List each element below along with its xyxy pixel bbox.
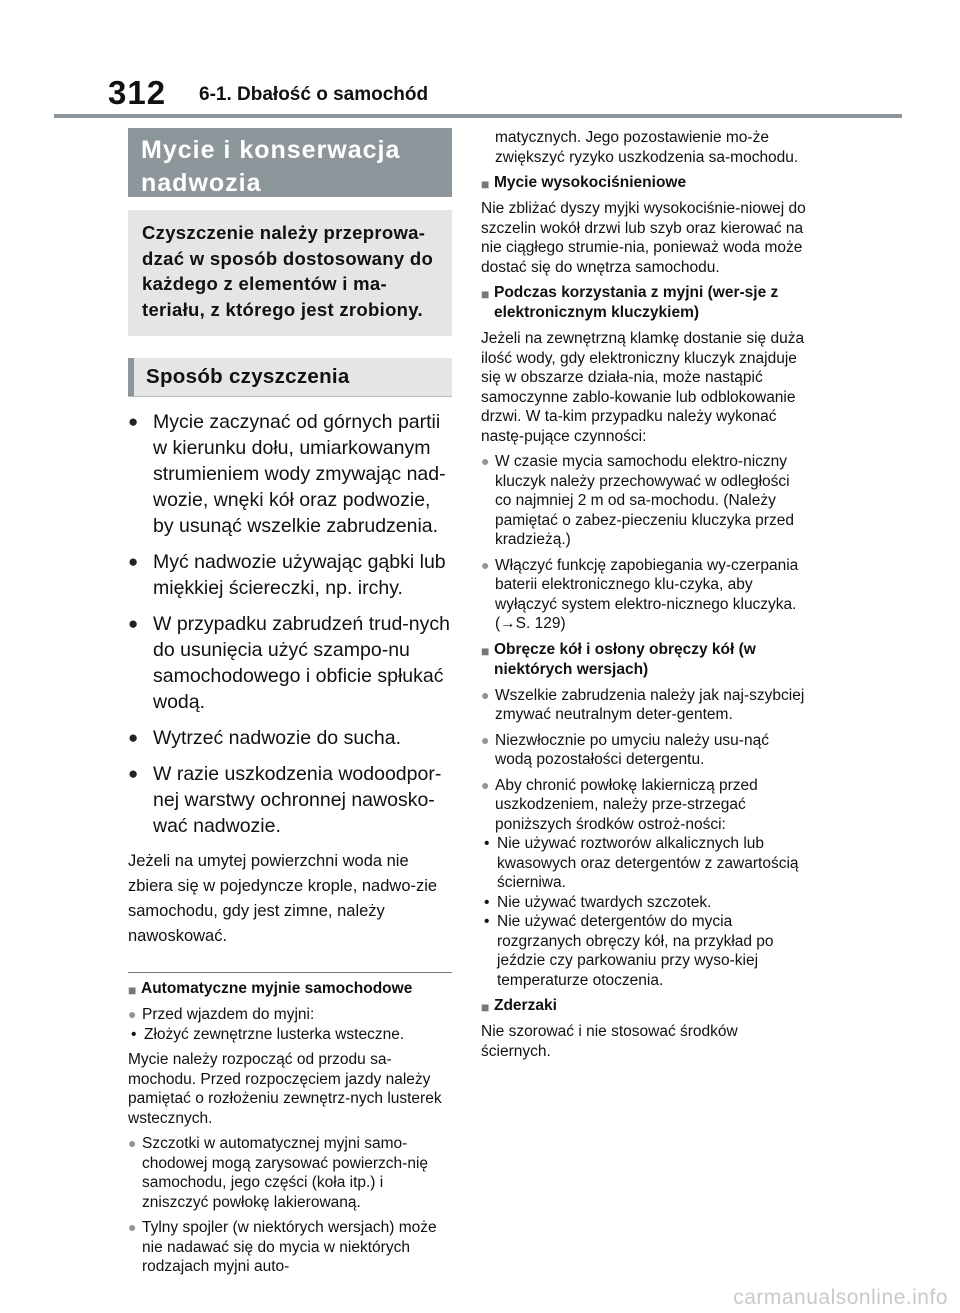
wheels-heading: ■ Obręcze kół i osłony obręczy kół (w niektórych wersjach) — [481, 640, 756, 678]
left-column — [128, 128, 452, 1277]
list-item: ● Aby chronić powłokę lakierniczą przed uszkodzeniem, należy prze-strzegać poniższych środków ostroż-ności: — [481, 776, 758, 833]
square-bullet-icon: ■ — [481, 642, 490, 659]
intro-box: Czyszczenie należy przeprowa-dzać w sposób dostosowany do każdego z elementów i ma-teriału, z którego jest zrobiony. — [128, 210, 452, 336]
square-bullet-icon: ■ — [481, 176, 490, 192]
dot-bullet-icon: • — [484, 893, 490, 911]
section-divider — [128, 972, 452, 973]
dot-bullet-icon: • — [131, 1025, 137, 1043]
circle-bullet-icon: ● — [481, 556, 490, 573]
auto-wash-heading: ■ Automatyczne myjnie samochodowe — [128, 980, 413, 998]
section-heading — [128, 358, 452, 397]
paragraph: matycznych. Jego pozostawienie mo-że zwiększyć ryzyko uszkodzenia sa-mochodu. — [495, 129, 799, 166]
header-divider — [54, 114, 902, 118]
circle-bullet-icon: ● — [481, 453, 490, 469]
wax-note: Jeżeli na umytej powierzchni woda nie zbiera się w pojedyncze krople, nadwo-zie samochodu, gdy jest zimne, należy nawoskować. — [128, 852, 438, 945]
cleaning-steps — [128, 409, 452, 839]
bullet-icon: ● — [128, 412, 139, 431]
list-item: ● Wytrzeć nadwozie do sucha. — [128, 727, 402, 749]
bullet-icon: ● — [128, 614, 139, 633]
square-bullet-icon: ■ — [128, 982, 137, 998]
list-item: ● Mycie zaczynać od górnych partii w kierunku dołu, umiarkowanym strumieniem wody zmywając nad-wozie, wnęki kół oraz podwozie, by usunąć wszelkie zabrudzenia. — [128, 411, 446, 537]
square-bullet-icon: ■ — [481, 286, 490, 302]
paragraph: Mycie należy rozpocząć od przodu sa-mochodu. Przed rozpoczęciem jazdy należy pamiętać o rozłożeniu zewnętrz-nych lusterek wstecznych. — [128, 1051, 442, 1127]
list-item: ● Przed wjazdem do myjni: — [128, 1006, 315, 1023]
list-item: ● W przypadku zabrudzeń trud-nych do usunięcia użyć szampo-nu samochodowego i obficie spłukać wodą. — [128, 613, 450, 713]
bullet-icon: ● — [128, 552, 139, 571]
section-heading-text: Sposób czyszczenia — [134, 358, 452, 396]
right-column — [481, 128, 807, 1061]
circle-bullet-icon: ● — [128, 1219, 137, 1235]
circle-bullet-icon: ● — [128, 1006, 137, 1022]
chapter-title: 6-1. Dbałość o samochód — [199, 84, 429, 105]
smart-key-heading: ■ Podczas korzystania z myjni (wer-sje z elektronicznym kluczykiem) — [481, 284, 779, 321]
list-item: ● Wszelkie zabrudzenia należy jak naj-szybciej zmywać neutralnym deter-gentem. — [481, 686, 805, 723]
square-bullet-icon: ■ — [481, 999, 490, 1015]
bumpers-heading: ■ Zderzaki — [481, 997, 557, 1015]
bullet-icon: ● — [128, 764, 139, 783]
paragraph: Nie szorować i nie stosować środków ściernych. — [481, 1023, 738, 1060]
list-item: ● W razie uszkodzenia wodoodpor-nej warstwy ochronnej nawosko-wać nadwozie. — [128, 763, 442, 837]
list-item: ● Niezwłocznie po umyciu należy usu-nąć wodą pozostałości detergentu. — [481, 731, 769, 768]
list-item: • Nie używać detergentów do mycia rozgrzanych obręczy kół, na przykład po jeździe czy parkowaniu przy wyso-kiej temperaturze otoczenia. — [484, 913, 774, 989]
list-item: ● Myć nadwozie używając gąbki lub miękkiej ściereczki, np. irchy. — [128, 551, 446, 599]
paragraph: Nie zbliżać dyszy myjki wysokociśnie-niowej do szczelin wokół drzwi lub szyb oraz kierować na nie ciągłego strumie-nia, ponieważ woda może dostać się do wnętrza samochodu. — [481, 200, 806, 276]
page-title: Mycie i konserwacja nadwozia — [128, 128, 452, 197]
list-item: ● Tylny spojler (w niektórych wersjach) może nie nadawać się do mycia w niektórych rodzajach myjni auto- — [128, 1219, 437, 1275]
list-item: • Złożyć zewnętrzne lusterka wsteczne. — [131, 1025, 405, 1043]
circle-bullet-icon: ● — [481, 776, 490, 793]
watermark: carmanualsonline.info — [733, 1286, 948, 1309]
paragraph: Jeżeli na zewnętrzną klamkę dostanie się duża ilość wody, gdy elektroniczny kluczyk znajduje się w obszarze działa-nia, może nastąpić samoczynne zablo-kowanie lub odblokowanie drzwi. W ta-kim przypadku należy wykonać nastę-pujące czynności: — [481, 330, 805, 445]
circle-bullet-icon: ● — [128, 1135, 137, 1151]
page-number: 312 — [108, 74, 167, 111]
list-item: • Nie używać twardych szczotek. — [484, 893, 712, 911]
circle-bullet-icon: ● — [481, 731, 490, 748]
bullet-icon: ● — [128, 728, 139, 747]
high-pressure-heading: ■ Mycie wysokociśnieniowe — [481, 174, 687, 192]
list-item: ● Włączyć funkcję zapobiegania wy-czerpania baterii elektronicznego klu-czyka, aby wyłączyć system elektro-nicznego kluczyka. (→S. 129) — [481, 556, 799, 632]
list-item: ● W czasie mycia samochodu elektro-niczny kluczyk należy przechowywać w odległości co najmniej 2 m od sa-mochodu. (Należy pamiętać o zabez-pieczeniu kluczyka przed kradzieżą.) — [481, 453, 794, 548]
dot-bullet-icon: • — [484, 913, 490, 930]
circle-bullet-icon: ● — [481, 686, 490, 703]
list-item: ● Szczotki w automatycznej myjni samo-chodowej mogą zarysować powierzch-nię samochodu, jego części (koła itp.) i zniszczyć powłokę lakierowaną. — [128, 1135, 429, 1211]
dot-bullet-icon: • — [484, 835, 490, 852]
list-item: • Nie używać roztworów alkalicznych lub kwasowych oraz detergentów z zawartością ścierniwa. — [484, 835, 799, 891]
